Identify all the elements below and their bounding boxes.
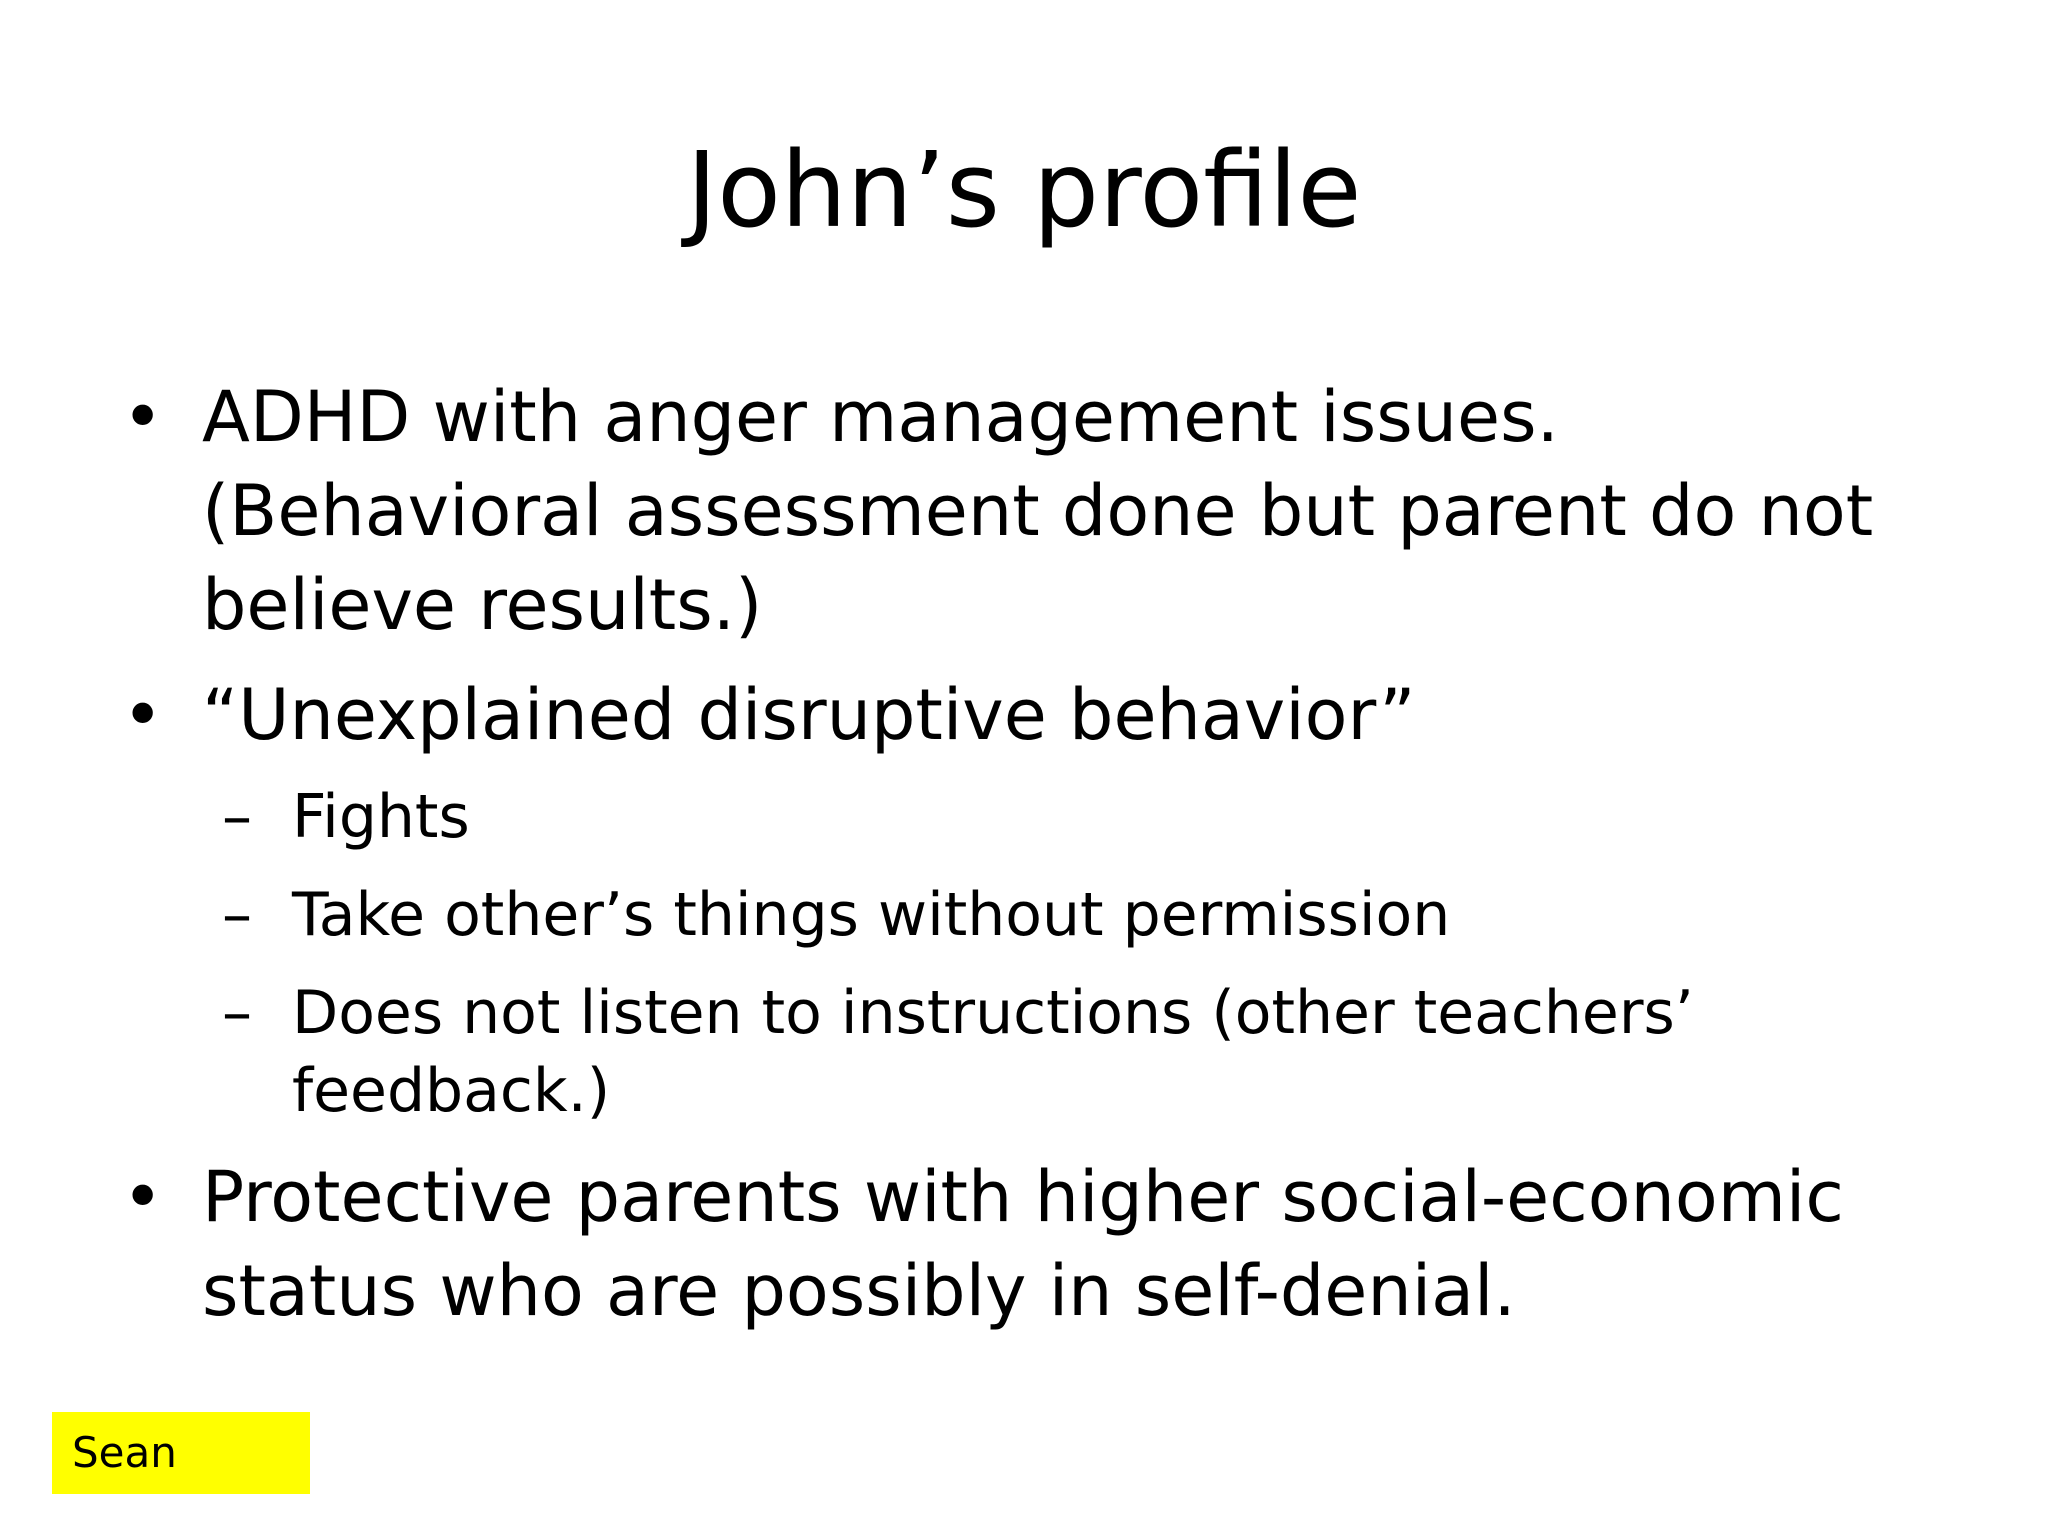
bullet-item	[122, 1150, 1922, 1338]
bullet-line: believe results.)	[202, 564, 763, 646]
sub-bullet-line: Does not listen to instructions (other teachers’	[292, 978, 1694, 1048]
bullet-marker: •	[122, 376, 164, 458]
bullet-marker: •	[122, 674, 164, 756]
dash-marker: –	[222, 880, 252, 950]
bullet-list	[122, 370, 1922, 1354]
sub-bullet-list	[122, 778, 1922, 1130]
sub-bullet-line: feedback.)	[292, 1056, 611, 1126]
slide-title: John’s profile	[686, 129, 1362, 251]
sub-bullet-item	[122, 974, 1922, 1130]
bullet-line: ADHD with anger management issues.	[202, 376, 1559, 458]
dash-marker: –	[222, 978, 252, 1048]
bullet-line: status who are possibly in self-denial.	[202, 1250, 1516, 1332]
bullet-item	[122, 370, 1922, 652]
bullet-line: “Unexplained disruptive behavior”	[202, 674, 1416, 756]
sub-bullet-line: Fights	[292, 782, 470, 852]
bullet-marker: •	[122, 1156, 164, 1238]
dash-marker: –	[222, 782, 252, 852]
sub-bullet-line: Take other’s things without permission	[292, 880, 1451, 950]
sub-bullet-item	[122, 876, 1922, 954]
bullet-line: (Behavioral assessment done but parent do not	[202, 470, 1874, 552]
bullet-item	[122, 668, 1922, 762]
sub-bullet-item	[122, 778, 1922, 856]
bullet-line: Protective parents with higher social-economic	[202, 1156, 1844, 1238]
presenter-label: Sean	[52, 1412, 310, 1494]
